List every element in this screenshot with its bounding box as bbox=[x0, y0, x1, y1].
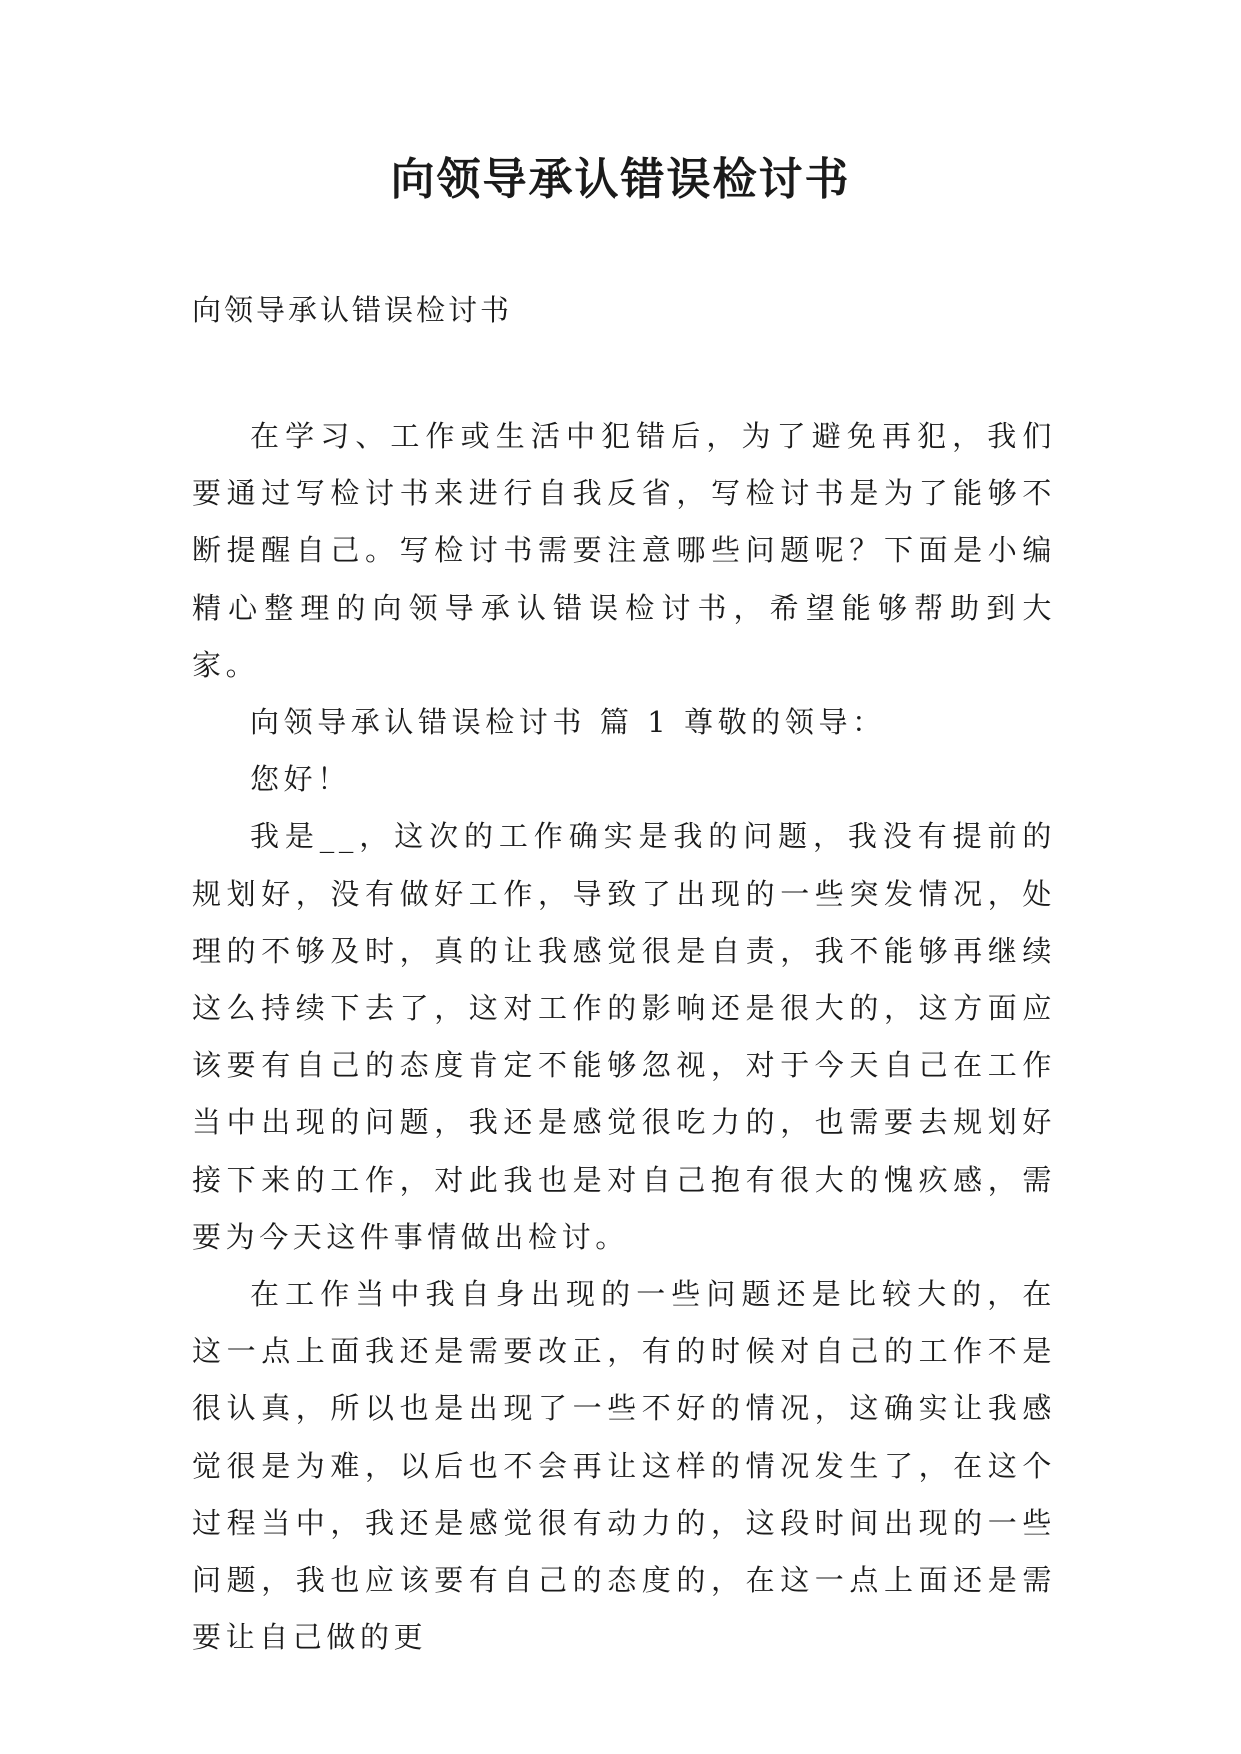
section-heading-salutation: 向领导承认错误检讨书 篇 1 尊敬的领导： bbox=[250, 705, 886, 740]
intro-paragraph: 在学习、工作或生活中犯错后，为了避免再犯，我们要通过写检讨书来进行自我反省，写检讨书是为了能够不断提醒自己。写检讨书需要注意哪些问题呢？下面是小编精心整理的向领导承认错误检讨书，希望能够帮助到大家。 bbox=[192, 419, 1056, 682]
document-subtitle: 向领导承认错误检讨书 bbox=[192, 293, 513, 327]
greeting-paragraph: 您好！ bbox=[250, 762, 351, 797]
document-title: 向领导承认错误检讨书 bbox=[390, 154, 851, 205]
document-body bbox=[192, 408, 1056, 1666]
body-paragraph: 我是__，这次的工作确实是我的问题，我没有提前的规划好，没有做好工作，导致了出现的一些突发情况，处理的不够及时，真的让我感觉很是自责，我不能够再继续这么持续下去了，这对工作的影响还是很大的，这方面应该要有自己的态度肯定不能够忽视，对于今天自己在工作当中出现的问题，我还是感觉很吃力的，也需要去规划好接下来的工作，对此我也是对自己抱有很大的愧疚感，需要为今天这件事情做出检讨。 bbox=[192, 819, 1056, 1254]
body-paragraph: 在工作当中我自身出现的一些问题还是比较大的，在这一点上面我还是需要改正，有的时候对自己的工作不是很认真，所以也是出现了一些不好的情况，这确实让我感觉很是为难，以后也不会再让这样的情况发生了，在这个过程当中，我还是感觉很有动力的，这段时间出现的一些问题，我也应该要有自己的态度的，在这一点上面还是需要让自己做的更 bbox=[192, 1277, 1056, 1655]
